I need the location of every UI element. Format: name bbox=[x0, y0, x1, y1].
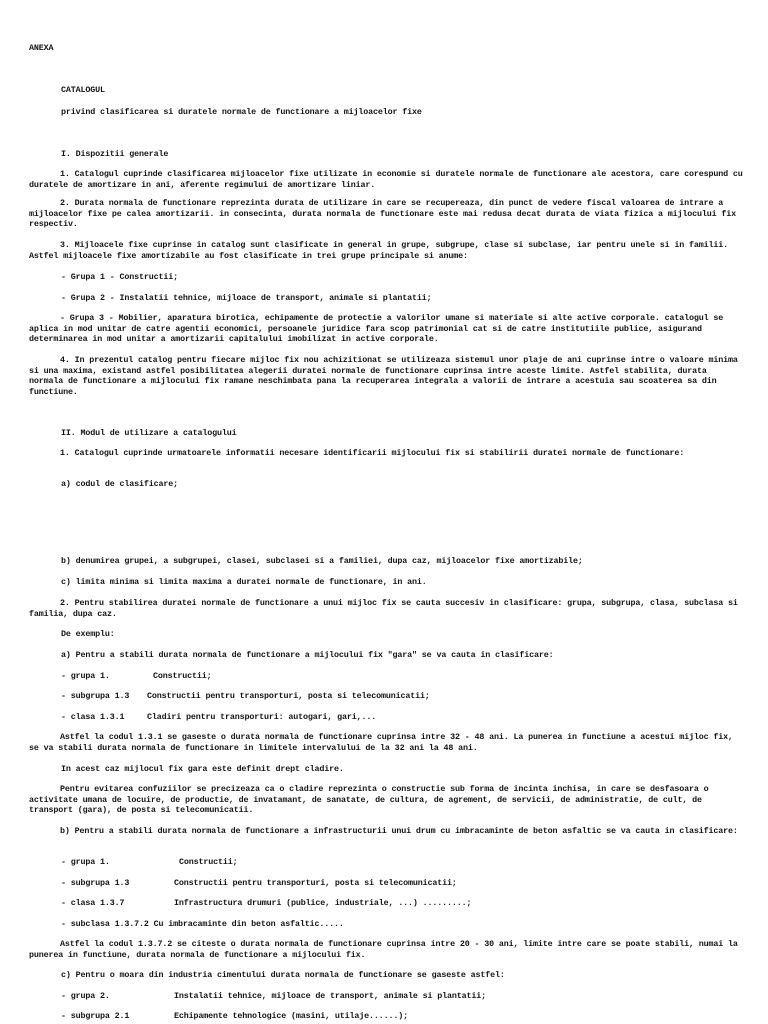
example-b-subgroup-code: - subgrupa 1.3 bbox=[61, 878, 130, 888]
example-c-subgroup-code: - subgrupa 2.1 bbox=[61, 1011, 130, 1021]
item-a-classification-code: a) codul de clasificare; bbox=[61, 479, 179, 489]
example-b-subgroup-text: Constructii pentru transporturi, posta si telecomunicatii; bbox=[174, 878, 457, 888]
group-2-item: - Grupa 2 - Instalatii tehnice, mijloace de transport, animale si plantatii; bbox=[61, 293, 432, 303]
example-b-intro: b) Pentru a stabili durata normala de functionare a infrastructurii unui drum cu imbracaminte de beton asfaltic se va cauta in clasificare: bbox=[60, 826, 738, 836]
example-a-group-text: Constructii; bbox=[153, 671, 212, 681]
section-1-paragraph-2: 2. Durata normala de functionare reprezinta durata de utilizare in care se recupereaza, din punct de vedere fiscal valoarea de intrare a mijloacelor fixe pe calea amortizarii. in consecinta, durata normala de functionare este mai redusa decat durata de viata fizica a mijlocului fix respectiv. bbox=[29, 198, 736, 229]
section-1-paragraph-3: 3. Mijloacele fixe cuprinse in catalog sunt clasificate in general in grupe, subgrupe, clase si subclase, iar pentru unele si in familii. Astfel mijloacele fixe amortizabile au fost clasificate in trei grupe principale si anume: bbox=[29, 240, 728, 261]
example-a-paragraph-3: Pentru evitarea confuziilor se precizeaza ca o cladire reprezinta o constructie sub forma de incinta inchisa, in care se desfasoara o activitate umana de locuire, de productie, de invatamant, de sanatate, de cultura, de agrement, de servicii, de administratie, de cult, de transport (gara), de posta si telecomunicatii. bbox=[29, 784, 709, 815]
section-2-paragraph-1: 1. Catalogul cuprinde urmatoarele informatii necesare identificarii mijlocului fix si stabilirii duratei normale de functionare: bbox=[60, 448, 685, 458]
example-a-group-line bbox=[61, 671, 212, 682]
example-b-class-code: - clasa 1.3.7 bbox=[61, 898, 125, 908]
catalog-subtitle: privind clasificarea si duratele normale de functionare a mijloacelor fixe bbox=[61, 107, 422, 117]
example-label: De exemplu: bbox=[61, 629, 115, 639]
example-c-group-line bbox=[61, 991, 486, 1002]
example-b-subgroup-line bbox=[61, 878, 457, 889]
example-a-class-code: - clasa 1.3.1 bbox=[61, 712, 125, 722]
example-a-class-text: Cladiri pentru transporturi: autogari, gari,... bbox=[147, 712, 377, 722]
section-1-paragraph-4: 4. In prezentul catalog pentru fiecare mijloc fix nou achizitionat se utilizeaza sistemul unor plaje de ani cuprinse intre o valoare minima si una maxima, existand astfel posibilitatea alegerii duratei normale de functionare cuprinsa intre aceste limite. Astfel stabilita, durata normala de functionare a mijlocului fix ramane neschimbata pana la recuperarea integrala a valorii de intrare a acestuia sau scoaterea sa din functiune. bbox=[29, 355, 738, 397]
section-1-paragraph-1: 1. Catalogul cuprinde clasificarea mijloacelor fixe utilizate in economie si duratele normale de functionare ale acestora, care corespund cu duratele de amortizare in ani, aferente regimului de amortizare liniar. bbox=[29, 169, 743, 190]
group-3-item: - Grupa 3 - Mobilier, aparatura birotica, echipamente de protectie a valorilor umane si materiale si alte active corporale. catalogul se aplica in mod unitar de catre agentii economici, persoanele juridice fara scop patrimonial cat si de catre institutiile publice, asigurand determinarea in mod unitar a amortizarii capitalului imobilizat in active corporale. bbox=[29, 313, 724, 344]
item-b-group-name: b) denumirea grupei, a subgrupei, clasei, subclasei si a familiei, dupa caz, mijloacelor fixe amortizabile; bbox=[61, 556, 583, 566]
example-a-paragraph-1: Astfel la codul 1.3.1 se gaseste o durata normala de functionare cuprinsa intre 32 - 48 ani. La punerea in functiune a acestui mijloc fix, se va stabili durata normala de functionare in limitele intervalului de la 32 ani la 48 ani. bbox=[29, 732, 733, 753]
catalog-title: CATALOGUL bbox=[61, 85, 105, 95]
example-c-group-code: - grupa 2. bbox=[61, 991, 110, 1001]
section-2-paragraph-2: 2. Pentru stabilirea duratei normale de functionare a unui mijloc fix se cauta succesiv in clasificare: grupa, subgrupa, clasa, subclasa si familia, dupa caz. bbox=[29, 598, 738, 619]
example-b-group-text: Constructii; bbox=[179, 857, 238, 867]
group-1-item: - Grupa 1 - Constructii; bbox=[61, 272, 179, 282]
example-b-group-line bbox=[61, 857, 238, 868]
example-b-group-code: - grupa 1. bbox=[61, 857, 110, 867]
example-a-intro: a) Pentru a stabili durata normala de functionare a mijlocului fix "gara" se va cauta in clasificare: bbox=[61, 650, 554, 660]
example-c-subgroup-text: Echipamente tehnologice (masini, utilaje......); bbox=[174, 1011, 409, 1021]
example-c-subgroup-line bbox=[61, 1011, 408, 1022]
annex-label: ANEXA bbox=[29, 43, 54, 53]
example-c-intro: c) Pentru o moara din industria cimentului durata normala de functionare se gaseste astfel: bbox=[61, 970, 505, 980]
example-c-group-text: Instalatii tehnice, mijloace de transport, animale si plantatii; bbox=[174, 991, 487, 1001]
example-b-class-line bbox=[61, 898, 471, 909]
example-a-subgroup-code: - subgrupa 1.3 bbox=[61, 691, 130, 701]
section-2-heading: II. Modul de utilizare a catalogului bbox=[61, 428, 237, 438]
example-a-paragraph-2: In acest caz mijlocul fix gara este definit drept cladire. bbox=[61, 764, 344, 774]
example-b-paragraph-1: Astfel la codul 1.3.7.2 se citeste o durata normala de functionare cuprinsa intre 20 - 30 ani, limite intre care se poate stabili, numai la punerea in functiune, durata normala de functionare a mijlocului fix. bbox=[29, 939, 738, 960]
example-b-class-text: Infrastructura drumuri (publice, industriale, ...) .........; bbox=[174, 898, 472, 908]
example-a-subgroup-line bbox=[61, 691, 430, 702]
example-a-class-line bbox=[61, 712, 376, 723]
item-c-duration-limits: c) limita minima si limita maxima a duratei normale de functionare, in ani. bbox=[61, 577, 427, 587]
example-b-subclass-line: - subclasa 1.3.7.2 Cu imbracaminte din beton asfaltic..... bbox=[61, 919, 344, 929]
section-1-heading: I. Dispozitii generale bbox=[61, 149, 169, 159]
example-a-subgroup-text: Constructii pentru transporturi, posta si telecomunicatii; bbox=[147, 691, 430, 701]
example-a-group-code: - grupa 1. bbox=[61, 671, 110, 681]
